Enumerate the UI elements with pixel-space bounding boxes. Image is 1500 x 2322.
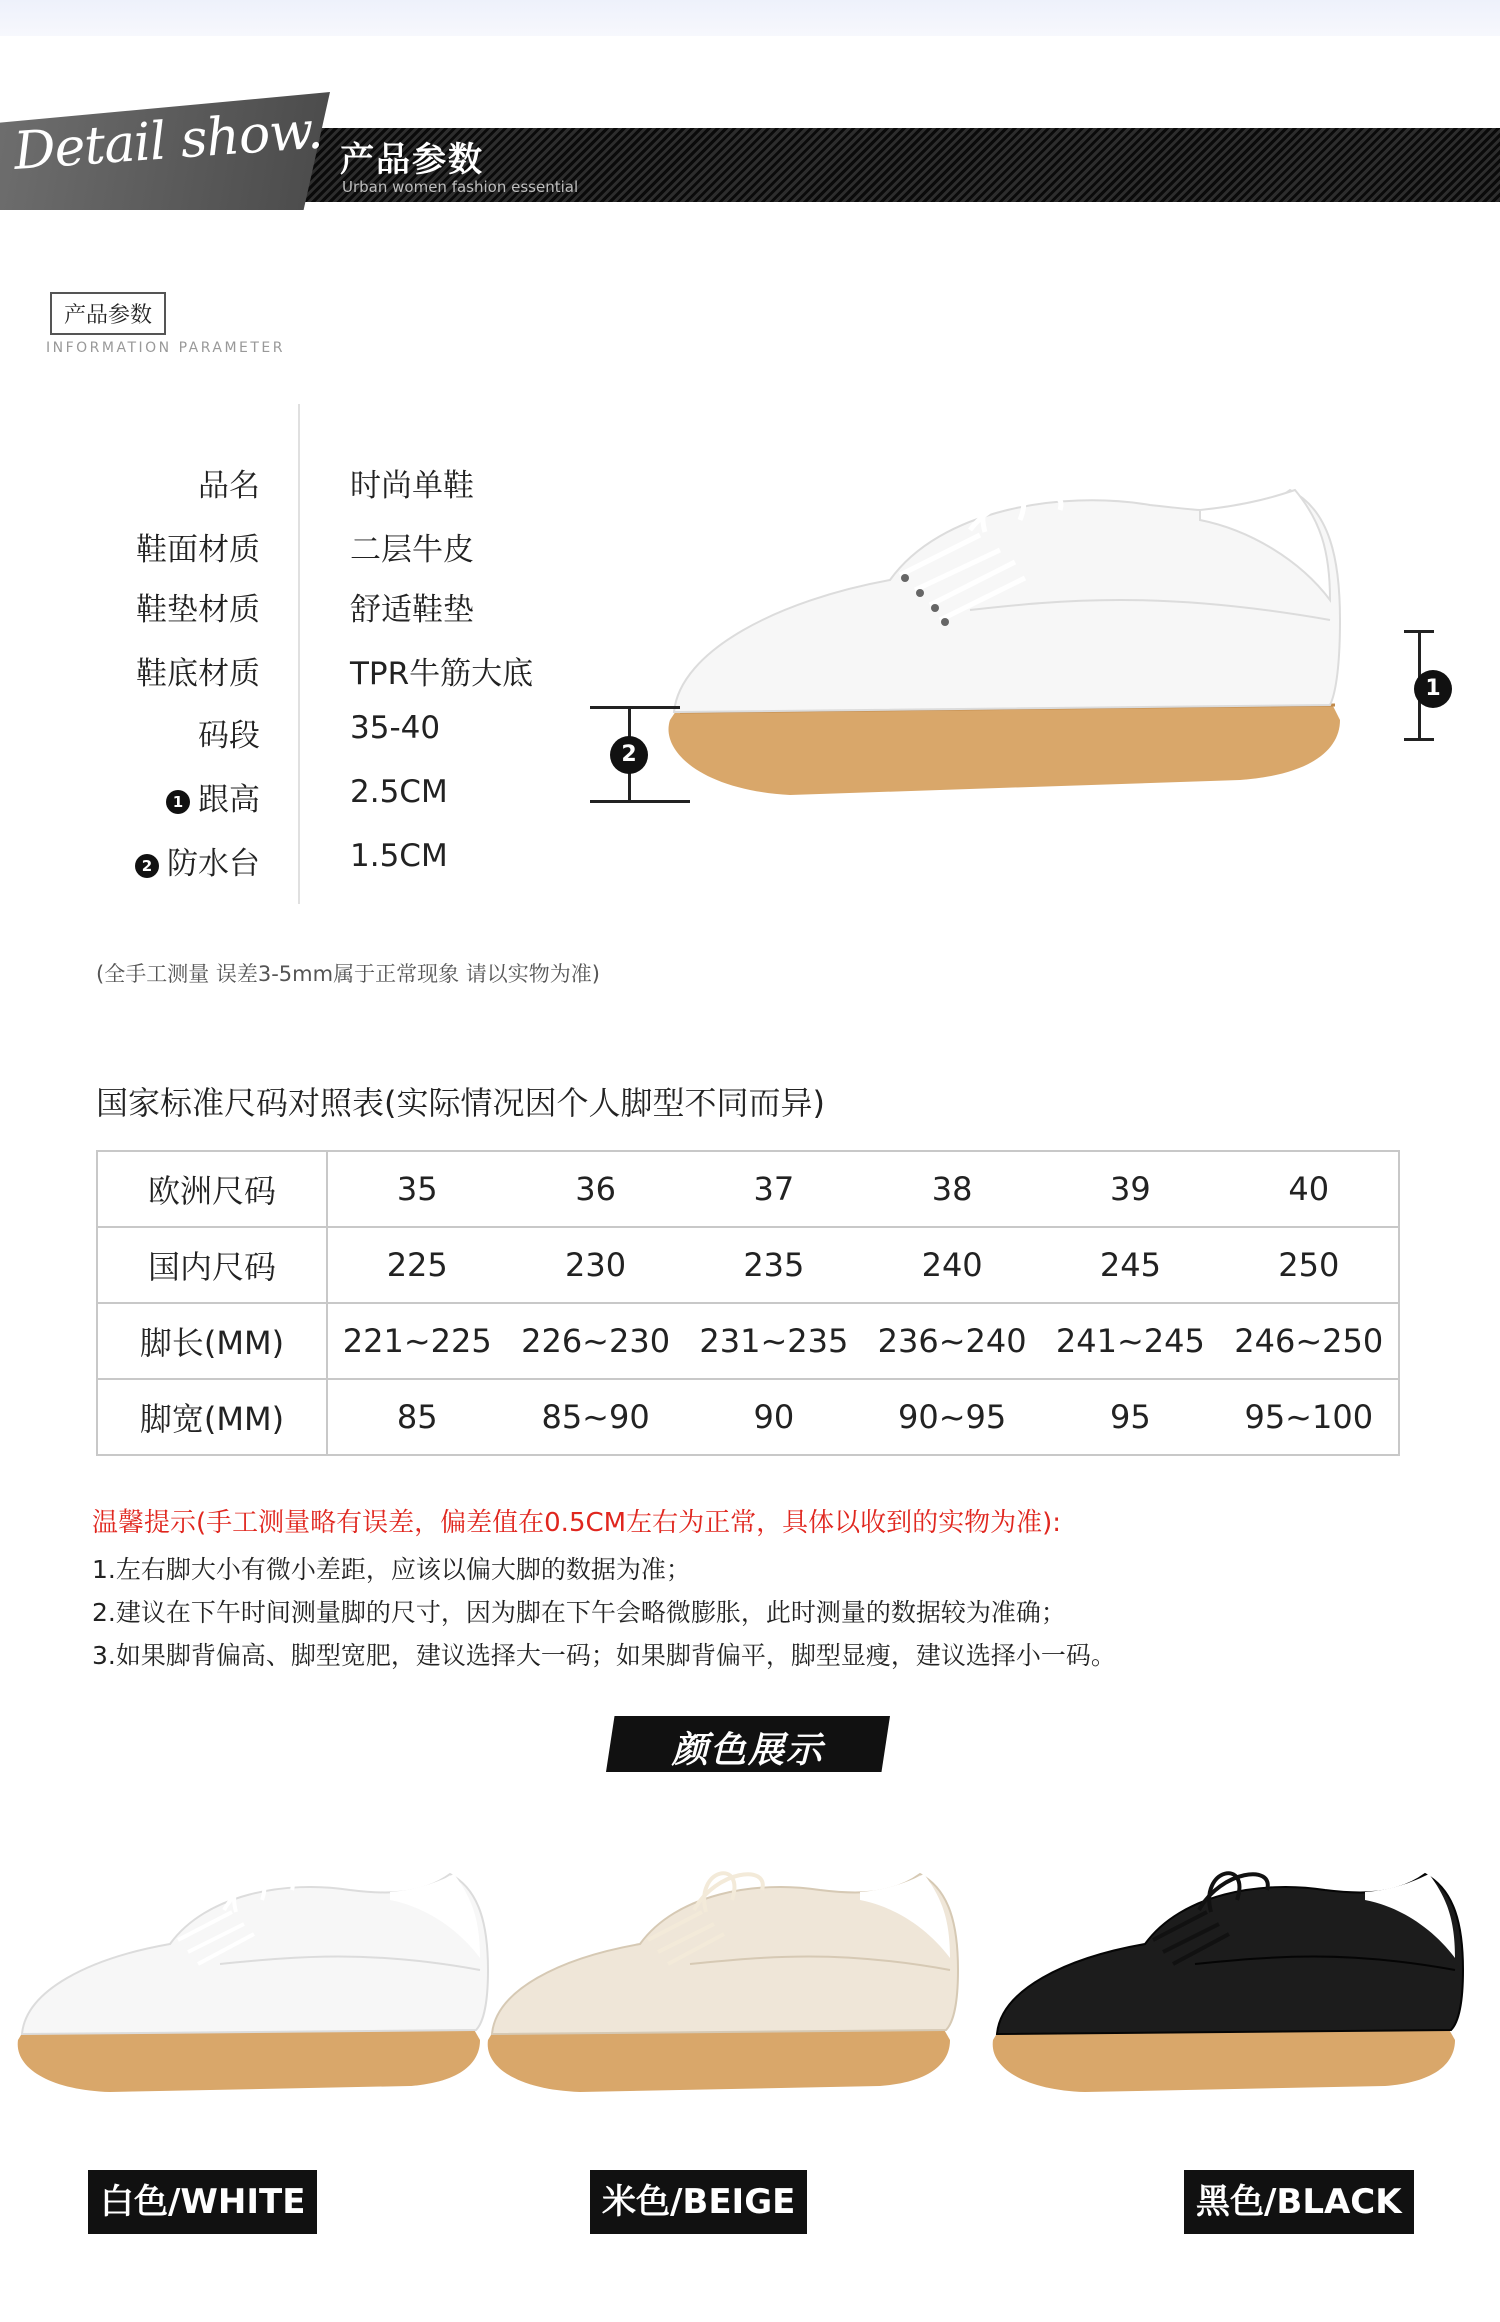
top-strip [0,0,1500,36]
size-cell: 221~225 [327,1303,506,1379]
spec-row [0,460,600,504]
variant-label: 白色/WHITE [88,2170,317,2234]
size-table-row [97,1303,1399,1379]
size-table-row [97,1227,1399,1303]
platform-dim-top [590,706,680,709]
size-cell: 230 [506,1227,684,1303]
size-cell: 236~240 [863,1303,1041,1379]
size-table-row [97,1379,1399,1455]
spec-row [0,584,600,628]
color-section-title: 颜色展示 [671,1730,824,1771]
size-row-head: 欧洲尺码 [97,1151,327,1227]
size-cell: 231~235 [685,1303,863,1379]
warm-tip-title: 温馨提示(手工测量略有误差，偏差值在0.5CM左右为正常，具体以收到的实物为准): [92,1508,1061,1538]
banner-title: 产品参数 [340,140,484,180]
size-cell: 39 [1041,1151,1219,1227]
platform-marker-icon: 2 [610,736,648,774]
size-table-row [97,1151,1399,1227]
size-cell: 240 [863,1227,1041,1303]
size-row-head: 脚长(MM) [97,1303,327,1379]
spec-row [0,774,600,818]
size-cell: 226~230 [506,1303,684,1379]
size-table [96,1150,1400,1456]
size-cell: 95 [1041,1379,1219,1455]
tip-item: 2.建议在下午时间测量脚的尺寸，因为脚在下午会略微膨胀，此时测量的数据较为准确； [92,1598,1066,1627]
info-box-label: 产品参数 [50,292,166,335]
spec-marker-icon: 2 [135,854,159,878]
size-cell: 90 [685,1379,863,1455]
spec-label-text: 鞋垫材质 [136,592,260,628]
spec-label-text: 品名 [198,468,260,504]
spec-label [0,648,260,693]
size-cell: 250 [1220,1227,1399,1303]
detail-banner [0,92,1500,210]
spec-label [0,460,260,505]
banner-script-text: Detail show. [11,100,324,182]
spec-value: 2.5CM [350,774,448,810]
tip-item: 1.左右脚大小有微小差距，应该以偏大脚的数据为准； [92,1555,691,1584]
spec-value: 舒适鞋垫 [350,592,474,628]
spec-value: 时尚单鞋 [350,468,474,504]
info-english-label: INFORMATION PARAMETER [46,340,286,356]
banner-subtitle: Urban women fashion essential [342,178,579,196]
size-cell: 245 [1041,1227,1219,1303]
spec-label-text: 鞋面材质 [136,532,260,568]
variant-shoe-image [10,1840,510,2140]
size-cell: 95~100 [1220,1379,1399,1455]
spec-label [0,838,260,883]
spec-label [0,584,260,629]
size-cell: 37 [685,1151,863,1227]
size-row-head: 脚宽(MM) [97,1379,327,1455]
heel-marker-icon: 1 [1414,670,1452,708]
spec-label-text: 鞋底材质 [136,656,260,692]
hero-shoe-shape [669,487,1341,795]
variant-label: 黑色/BLACK [1184,2170,1414,2234]
spec-row [0,524,600,568]
spec-value: 1.5CM [350,838,448,874]
size-row-head: 国内尺码 [97,1227,327,1303]
spec-label-text: 跟高 [198,782,260,818]
size-cell: 246~250 [1220,1303,1399,1379]
spec-row [0,838,600,882]
size-cell: 38 [863,1151,1041,1227]
spec-label [0,710,260,755]
size-table-title: 国家标准尺码对照表(实际情况因个人脚型不同而异) [96,1084,825,1122]
size-cell: 36 [506,1151,684,1227]
platform-dim-bottom [590,800,690,803]
hero-shoe-image [640,450,1420,860]
spec-marker-icon: 1 [166,790,190,814]
size-cell: 241~245 [1041,1303,1219,1379]
spec-label [0,524,260,569]
size-cell: 225 [327,1227,506,1303]
spec-label-text: 防水台 [167,846,260,882]
variant-shoe-image [985,1840,1485,2140]
tip-item: 3.如果脚背偏高、脚型宽肥，建议选择大一码；如果脚背偏平，脚型显瘦，建议选择小一码。 [92,1641,1116,1670]
spec-value: TPR牛筋大底 [350,656,534,692]
size-cell: 90~95 [863,1379,1041,1455]
spec-value: 二层牛皮 [350,532,474,568]
variant-label: 米色/BEIGE [590,2170,807,2234]
spec-label-text: 码段 [198,718,260,754]
spec-value: 35-40 [350,710,441,746]
spec-row [0,648,600,692]
measurement-note: (全手工测量 误差3-5mm属于正常现象 请以实物为准) [96,962,600,986]
size-cell: 235 [685,1227,863,1303]
size-cell: 85~90 [506,1379,684,1455]
size-cell: 35 [327,1151,506,1227]
variant-shoe-image [480,1840,980,2140]
size-cell: 85 [327,1379,506,1455]
size-cell: 40 [1220,1151,1399,1227]
spec-row [0,710,600,754]
spec-label [0,774,260,819]
heel-dim-bottom [1404,738,1434,741]
